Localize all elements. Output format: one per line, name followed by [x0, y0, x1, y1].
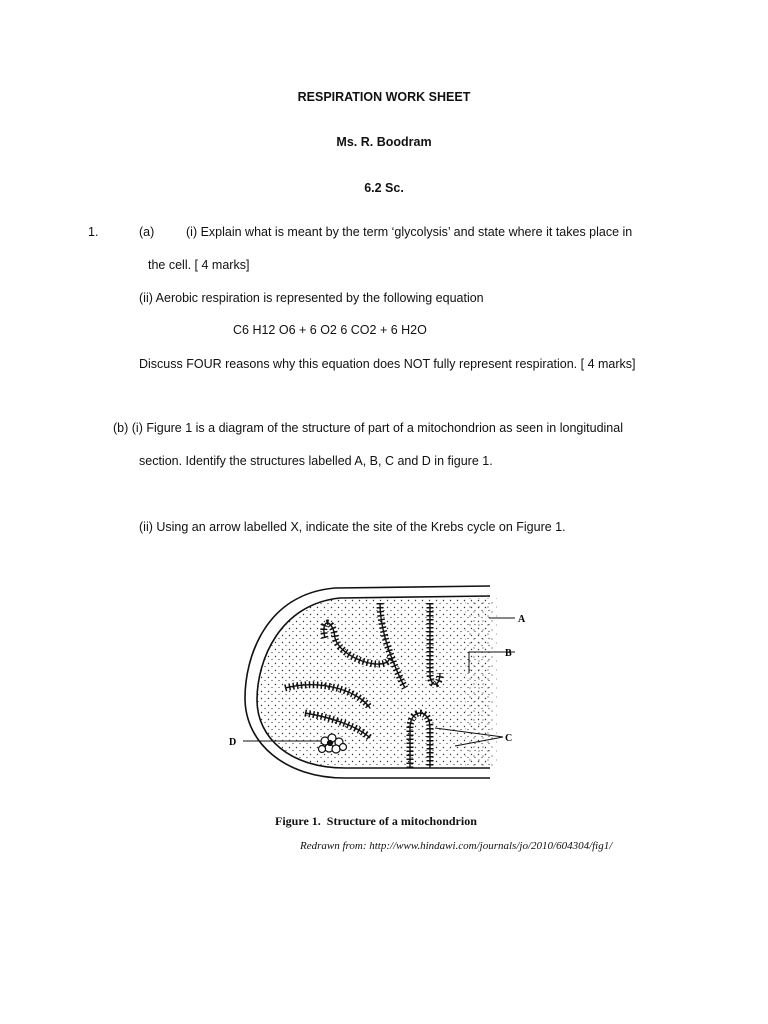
mitochondrion-diagram [225, 578, 545, 796]
figure-caption [275, 814, 477, 829]
question-a-ii-task: Discuss FOUR reasons why this equation does NOT fully represent respiration. [ 4 marks] [139, 357, 636, 371]
question-b-i-line1: (b) (i) Figure 1 is a diagram of the structure of part of a mitochondrion as seen in longitudinal [113, 421, 623, 435]
class-code: 6.2 Sc. [364, 181, 404, 195]
label-b: B [505, 648, 512, 659]
part-a-label: (a) [139, 225, 155, 239]
matrix-right-stipple [465, 598, 497, 768]
question-a-i-line1: (i) Explain what is meant by the term ‘glycolysis’ and state where it takes place in [186, 225, 633, 239]
label-a: A [518, 614, 526, 625]
label-c: C [505, 733, 513, 744]
question-b-i-line2: section. Identify the structures labelled A, B, C and D in figure 1. [139, 454, 493, 468]
question-a-ii-intro: (ii) Aerobic respiration is represented by the following equation [139, 291, 484, 305]
respiration-equation: C6 H12 O6 + 6 O2 6 CO2 + 6 H2O [233, 323, 427, 337]
question-a-i-line2: the cell. [ 4 marks] [148, 258, 250, 272]
worksheet-title: RESPIRATION WORK SHEET [297, 90, 471, 104]
question-number: 1. [88, 225, 99, 239]
teacher-name: Ms. R. Boodram [336, 135, 432, 149]
figure-source: Redrawn from: http://www.hindawi.com/journals/jo/2010/604304/fig1/ [300, 840, 613, 852]
label-d: D [229, 737, 237, 748]
figure-caption-number: Figure 1. [275, 814, 321, 828]
inner-membrane [257, 596, 490, 768]
question-b-ii: (ii) Using an arrow labelled X, indicate the site of the Krebs cycle on Figure 1. [139, 520, 566, 534]
figure-caption-text: Structure of a mitochondrion [326, 814, 477, 828]
